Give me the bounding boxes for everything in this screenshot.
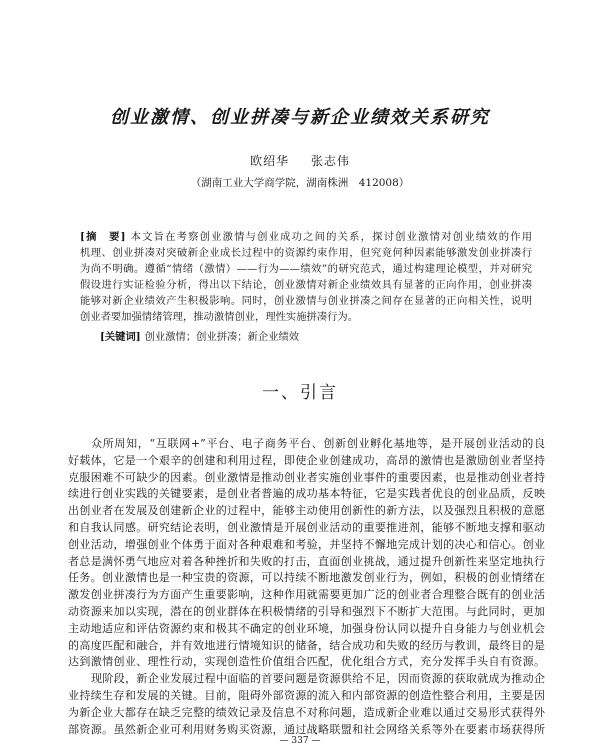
author-name: 张志伟: [310, 154, 350, 168]
body-line: 动资源来加以实现，潜在的创业群体在积极情绪的引导和强烈下不断扩大范围。与此同时，更加: [68, 604, 545, 618]
body-line: 续进行创业实践的关键要素，是创业者普遍的成功基本特征，它是实践者优良的创业品质，反映: [68, 487, 545, 501]
body-line: 达到激情创业、理性行动，实现创造性价值组合匹配，优化组合方式，充分发挥手头自有资源。: [68, 655, 545, 669]
section-body: [68, 436, 545, 738]
body-line: 和自我认同感。研究结论表明，创业激情是开展创业活动的重要推进剂，能够不断地支撑和驱动: [68, 520, 545, 534]
page-number: — 337 —: [279, 736, 321, 746]
keywords-line: [100, 329, 530, 345]
section-heading: 一、引言: [262, 383, 338, 403]
keywords-label: [关键词]: [100, 331, 141, 343]
body-line: 创业活动，增强创业个体勇于面对各种艰难和考验，并坚持不懈地完成计划的决心和信心。创业: [68, 537, 545, 551]
paragraph: [68, 671, 545, 738]
abstract-line: 能够对新企业绩效产生积极影响。同时，创业激情与创业拼凑之间存在显著的正向相关性，说明: [80, 295, 532, 307]
body-line: 的高度匹配和融合，并有效地进行情境知识的储备，结合成功和失败的经历与教训，最终目的是: [68, 638, 545, 652]
abstract-line: 机理、创业拼凑对突破新企业成长过程中的资源约束作用，但究竟何种因素能够激发创业拼凑行: [80, 247, 532, 259]
author-name: 欧绍华: [250, 154, 290, 168]
paragraph: [68, 436, 545, 671]
body-line: 克服困难不可缺少的因素。创业激情是推动创业者实施创业事件的重要因素，也是推动创业者持: [68, 470, 545, 484]
abstract-line: 假设进行实证检验分析，得出以下结论，创业激情对新企业绩效具有显著的正向作用，创业拼凑: [80, 279, 532, 291]
body-line: 众所周知，“互联网+”平台、电子商务平台、创新创业孵化基地等，是开展创业活动的良: [91, 437, 545, 450]
body-line: 部资源。虽然新企业可利用财务购买资源，通过战略联盟和社会网络关系等外在要素市场获得所: [68, 722, 545, 736]
body-line: 任务。创业激情也是一种宝贵的资源，可以持续不断地激发创业行为，例如，积极的创业情绪在: [68, 571, 545, 585]
abstract-line: 为尚不明确。遵循“情绪（激情）——行为——绩效”的研究范式，通过构建理论模型，并对研究: [80, 263, 532, 275]
body-line: 激发创业拼凑行为方面产生重要影响，这种作用就需要更加广泛的创业者合理整合既有的创业活: [68, 588, 545, 602]
body-line: 现阶段，新企业发展过程中面临的首要问题是资源供给不足，因而资源的获取就成为推动企: [91, 672, 545, 686]
abstract-label: [摘 要]: [80, 231, 126, 243]
author-list: [0, 152, 600, 170]
abstract-line: [80, 229, 532, 245]
body-line: 为新企业大都存在缺乏完整的绩效记录及信息不对称问题，造成新企业难以通过交易形式获得外: [68, 705, 545, 719]
body-line: 主动地适应和评估资源约束和极其不确定的创业环境，加强身份认同以提升自身能力与创业机会: [68, 621, 545, 635]
body-line: 出创业者在发展及创建新企业的过程中，能够主动使用创新性的新方法，以及强烈且积极的意愿: [68, 504, 545, 518]
keywords-text: 创业激情；创业拼凑；新企业绩效: [144, 331, 300, 343]
author-affiliation: （湖南工业大学商学院，湖南株洲 412008）: [190, 177, 410, 189]
abstract-text: 本文旨在考察创业激情与创业成功之间的关系，探讨创业激情对创业绩效的作用: [129, 231, 532, 243]
body-line: 好载体，它是一个艰辛的创建和利用过程，即使企业创建成功，高昂的激情也是激励创业者坚持: [68, 453, 545, 467]
body-line: 者总是满怀勇气地应对着各种挫折和失败的打击，直面创业挑战，通过提升创新性来坚定地执行: [68, 554, 545, 568]
abstract-line: 创业者要加强情绪管理，推动激情创业，理性实施拼凑行为。: [80, 311, 359, 323]
body-line: 业持续生存和发展的关键。目前，阻碍外部资源的流入和内部资源的创造性整合利用，主要是因: [68, 688, 545, 702]
abstract-block: [80, 229, 532, 325]
paper-title: 创业激情、创业拼凑与新企业绩效关系研究: [110, 107, 490, 128]
